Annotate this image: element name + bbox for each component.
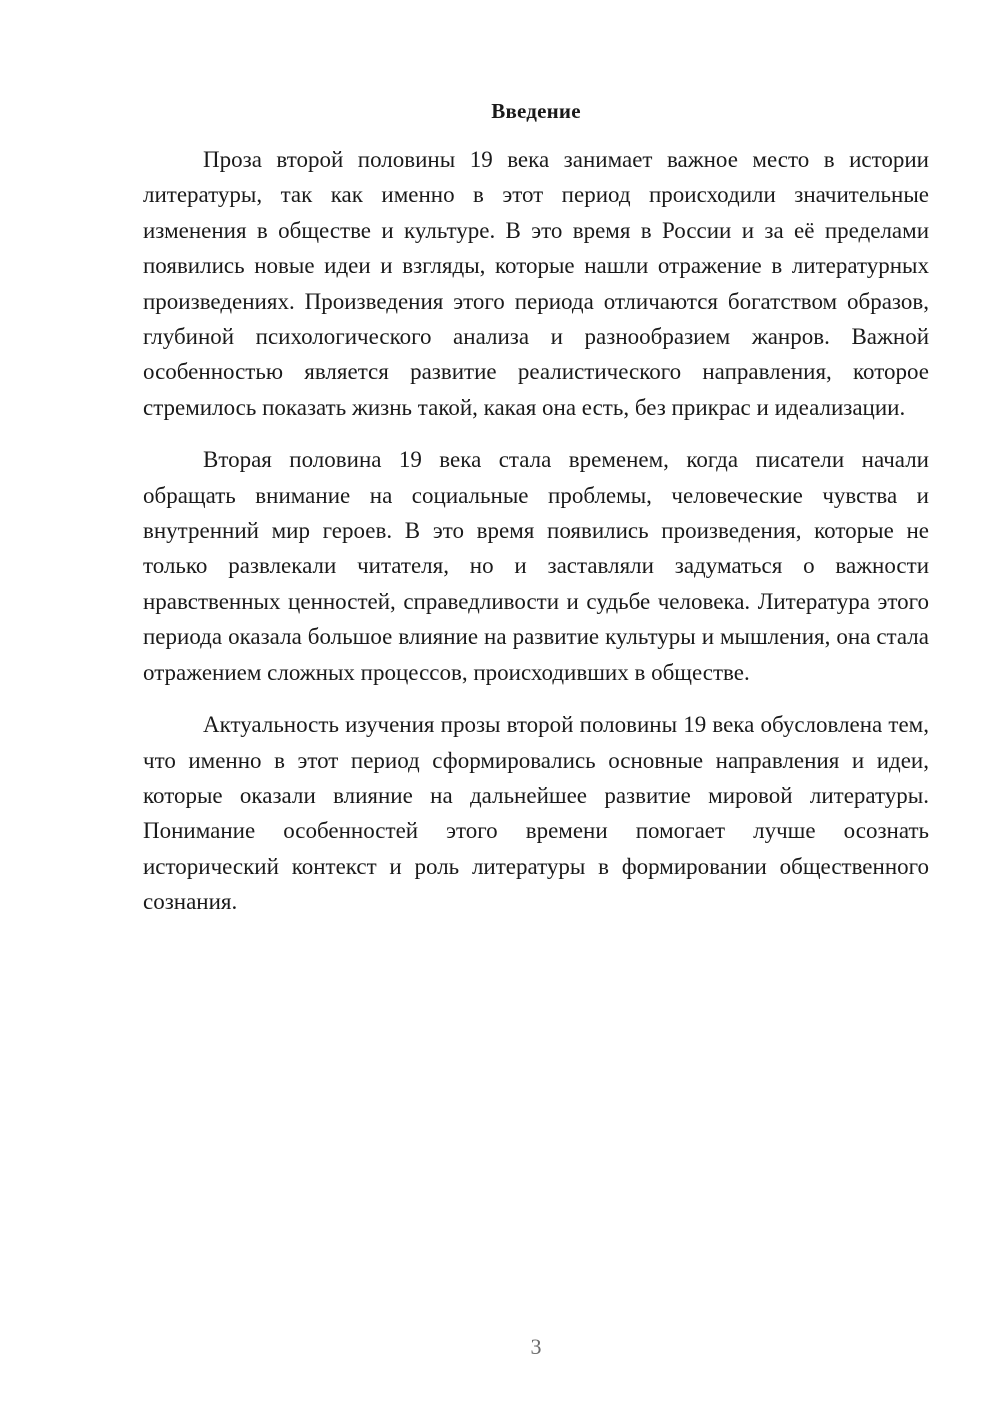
- paragraph-3: Актуальность изучения прозы второй половины 19 века обусловлена тем, что именно в этот период сформировались основные направления и идеи, которые оказали влияние на дальнейшее развитие мировой литературы. Понимание особенностей этого времени помогает лучше осознать исторический контекст и роль литературы в формировании общественного сознания.: [143, 712, 929, 915]
- paragraph-1: Проза второй половины 19 века занимает важное место в истории литературы, так как именно в этот период происходили значительные изменения в обществе и культуре. В это время в России и за её пределами появились новые идеи и взгляды, которые нашли отражение в литературных произведениях. Произведения этого периода отличаются богатством образов, глубиной психологического анализа и разнообразием жанров. Важной особенностью является развитие реалистического направления, которое стремилось показать жизнь такой, какая она есть, без прикрас и идеализации.: [143, 147, 929, 420]
- body-text: [143, 142, 929, 920]
- page-number: 3: [530, 1334, 542, 1359]
- section-title: Введение: [491, 99, 581, 123]
- paragraph-2: Вторая половина 19 века стала временем, когда писатели начали обращать внимание на социальные проблемы, человеческие чувства и внутренний мир героев. В это время появились произведения, которые не только развлекали читателя, но и заставляли задуматься о важности нравственных ценностей, справедливости и судьбе человека. Литература этого периода оказала большое влияние на развитие культуры и мышления, она стала отражением сложных процессов, происходивших в обществе.: [143, 447, 929, 685]
